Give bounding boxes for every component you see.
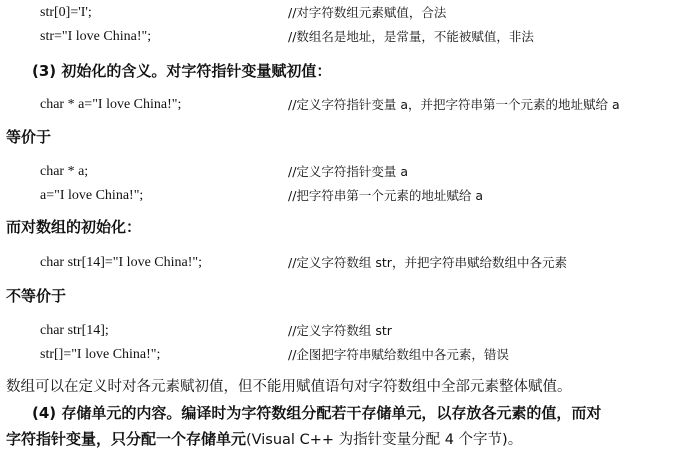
regular-text: (Visual C++ 为指针变量分配 4 个字节)。 bbox=[246, 432, 523, 448]
code-comment: //定义字符数组 str，并把字符串赋给数组中各元素 bbox=[288, 255, 567, 270]
code-comment: //企图把字符串赋给数组中各元素，错误 bbox=[288, 347, 509, 362]
code-comment: //把字符串第一个元素的地址赋给 a bbox=[288, 188, 484, 203]
code-line: str[]="I love China!"; bbox=[40, 347, 161, 362]
code-line: char * a; bbox=[40, 164, 89, 179]
code-comment: //对字符数组元素赋值，合法 bbox=[288, 5, 447, 20]
paragraph-mixed bbox=[6, 431, 522, 448]
bold-text: 字符指针变量，只分配一个存储单元 bbox=[6, 430, 247, 448]
code-comment: //定义字符指针变量 a bbox=[288, 164, 409, 179]
connector-text: 等价于 bbox=[6, 128, 52, 146]
code-line: str[0]='I'; bbox=[40, 5, 92, 20]
paragraph: 数组可以在定义时对各元素赋初值，但不能用赋值语句对字符数组中全部元素整体赋值。 bbox=[6, 379, 572, 395]
section-heading: (4) 存储单元的内容。编译时为字符数组分配若干存储单元，以存放各元素的值，而对 bbox=[32, 404, 602, 422]
code-line: str="I love China!"; bbox=[40, 29, 152, 44]
connector-text: 而对数组的初始化： bbox=[6, 218, 142, 236]
code-comment: //数组名是地址，是常量，不能被赋值，非法 bbox=[288, 29, 534, 44]
connector-text: 不等价于 bbox=[6, 287, 67, 305]
code-line: char str[14]; bbox=[40, 323, 109, 338]
code-line: char str[14]="I love China!"; bbox=[40, 255, 202, 270]
code-comment: //定义字符数组 str bbox=[288, 323, 392, 338]
code-comment: //定义字符指针变量 a，并把字符串第一个元素的地址赋给 a bbox=[288, 97, 620, 112]
code-line: char * a="I love China!"; bbox=[40, 97, 182, 112]
section-heading: (3) 初始化的含义。对字符指针变量赋初值： bbox=[32, 62, 332, 80]
code-line: a="I love China!"; bbox=[40, 188, 144, 203]
